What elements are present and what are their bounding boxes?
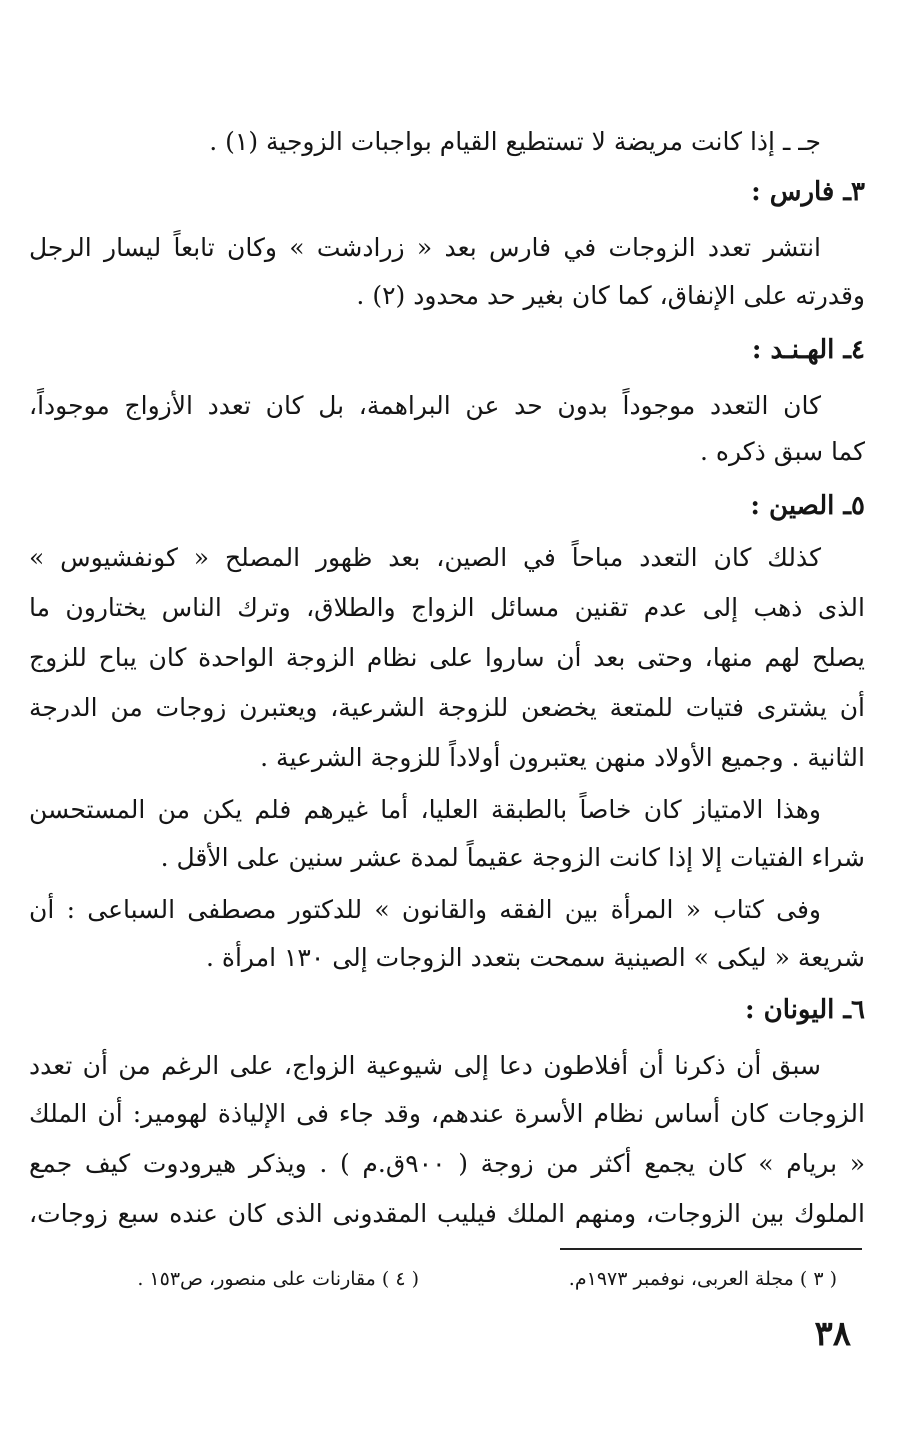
text-line: الذى ذهب إلى عدم تقنين مسائل الزواج والطلاق، وترك الناس يختارون ما [29,593,865,622]
section-heading-persia: ٣ـ فارس : [751,177,865,207]
text-line: كان التعدد موجوداً بدون حد عن البراهمة، بل كان تعدد الأزواج موجوداً، [29,391,821,420]
text-line: سبق أن ذكرنا أن أفلاطون دعا إلى شيوعية الزواج، على الرغم من أن تعدد [29,1051,821,1080]
text-line: يصلح لهم منها، وحتى بعد أن ساروا على نظام الزوجة الواحدة كان يباح للزوج [29,643,865,672]
section-heading-china: ٥ـ الصين : [750,491,865,521]
text-line: وفى كتاب « المرأة بين الفقه والقانون » للدكتور مصطفى السباعى : أن [29,895,821,924]
text-line: انتشر تعدد الزوجات في فارس بعد « زرادشت » وكان تابعاً ليسار الرجل [29,233,821,262]
text-line: وقدرته على الإنفاق، كما كان بغير حد محدود (٢) . [356,281,865,310]
text-line: الزوجات كان أساس نظام الأسرة عندهم، وقد جاء فى الإلياذة لهومير: أن الملك [29,1099,865,1128]
text-line: جـ ـ إذا كانت مريضة لا تستطيع القيام بواجبات الزوجية (١) . [209,127,821,156]
text-line: « بريام » كان يجمع أكثر من زوجة ( ٩٠٠ق.م ) . ويذكر هيرودوت كيف جمع [29,1149,865,1178]
text-line: أن يشترى فتيات للمتعة يخضعن للزوجة الشرعية، ويعتبرن زوجات من الدرجة [29,693,865,722]
text-line: شراء الفتيات إلا إذا كانت الزوجة عقيماً لمدة عشر سنين على الأقل . [160,843,865,872]
section-heading-greece: ٦ـ اليونان : [745,995,865,1025]
footnote-separator [560,1248,862,1250]
text-line: الملوك بين الزوجات، ومنهم الملك فيليب المقدونى الذى كان عنده سبع زوجات، [29,1199,865,1228]
footnote-4: ( ٤ ) مقارنات على منصور، ص١٥٣ . [137,1268,419,1290]
text-line: الثانية . وجميع الأولاد منهن يعتبرون أولاداً للزوجة الشرعية . [260,743,865,772]
text-line: كذلك كان التعدد مباحاً في الصين، بعد ظهور المصلح « كونفشيوس » [29,543,821,572]
text-line: كما سبق ذكره . [699,437,865,466]
section-heading-india: ٤ـ الهـنـد : [751,335,865,365]
text-line: وهذا الامتياز كان خاصاً بالطبقة العليا، أما غيرهم فلم يكن من المستحسن [29,795,821,824]
page-number: ٣٨ [814,1314,851,1354]
text-line: شريعة « ليكى » الصينية سمحت بتعدد الزوجات إلى ١٣٠ امرأة . [205,943,865,972]
footnote-3: ( ٣ ) مجلة العربى، نوفمبر ١٩٧٣م. [568,1268,837,1290]
